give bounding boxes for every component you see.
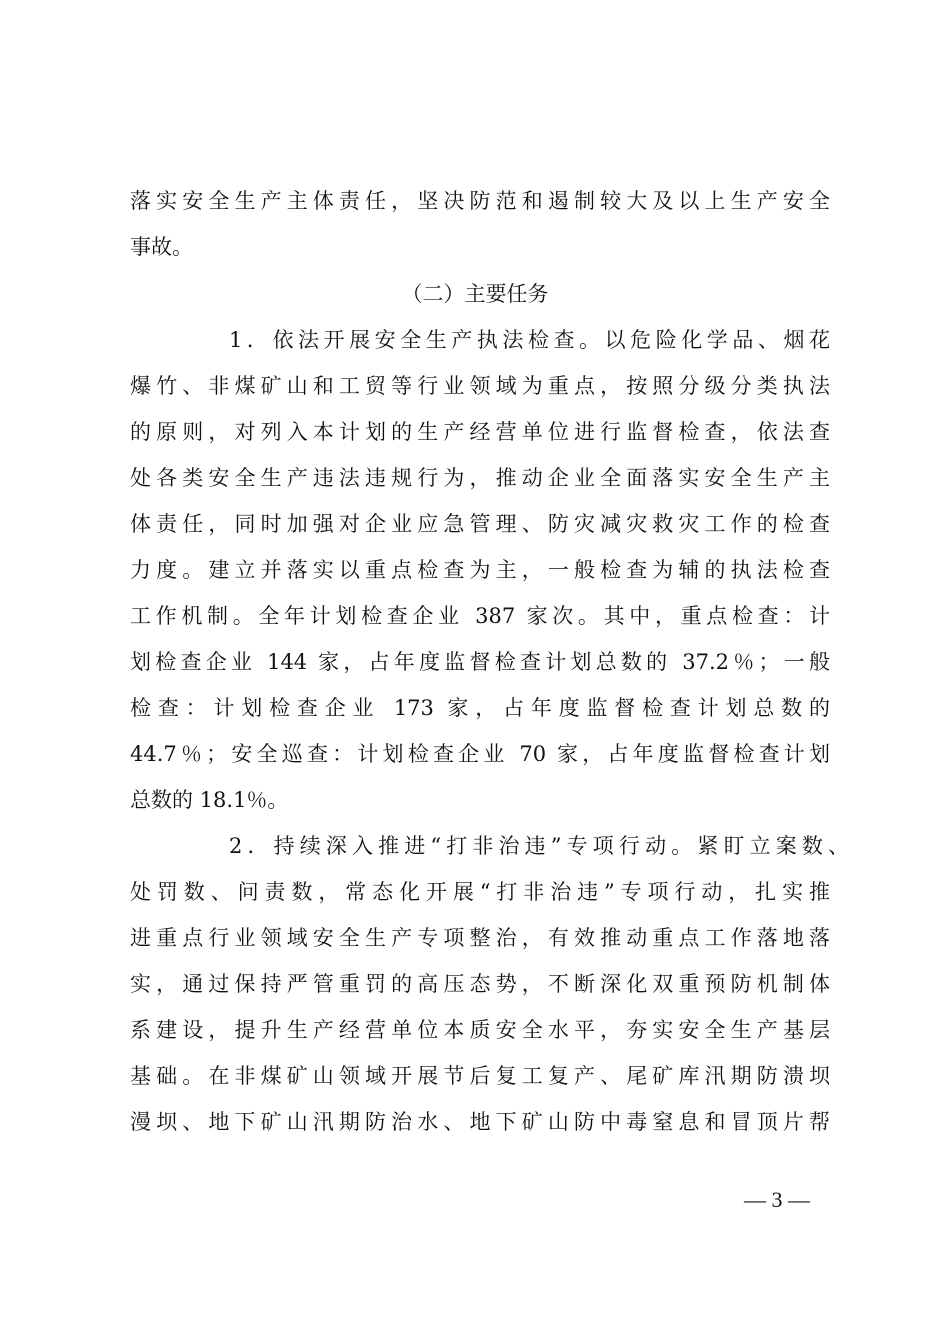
text-line: 进重点行业领域安全生产专项整治，有效推动重点工作落地落 [130, 926, 830, 950]
text-line: 2．持续深入推进“打非治违”专项行动。紧盯立案数、 [229, 834, 849, 858]
text-line: 1．依法开展安全生产执法检查。以危险化学品、烟花 [229, 328, 830, 352]
text-line: 爆竹、非煤矿山和工贸等行业领域为重点，按照分级分类执法 [130, 374, 830, 398]
text-line: 总数的 18.1％。 [130, 788, 289, 812]
text-line: 力度。建立并落实以重点检查为主，一般检查为辅的执法检查 [130, 558, 830, 582]
text-line: 系建设，提升生产经营单位本质安全水平，夯实安全生产基层 [130, 1018, 830, 1042]
text-line: 划检查企业 144 家，占年度监督检查计划总数的 37.2％；一般 [130, 650, 830, 674]
text-line: 工作机制。全年计划检查企业 387 家次。其中，重点检查：计 [130, 604, 830, 628]
text-line: 事故。 [130, 235, 193, 259]
text-line: 体责任，同时加强对企业应急管理、防灾减灾救灾工作的检查 [130, 512, 830, 536]
text-line: 检查：计划检查企业 173 家，占年度监督检查计划总数的 [130, 696, 830, 720]
text-line: 44.7％；安全巡查：计划检查企业 70 家，占年度监督检查计划 [130, 742, 830, 766]
section-heading: （二）主要任务 [401, 282, 549, 306]
text-line: 实，通过保持严管重罚的高压态势，不断深化双重预防机制体 [130, 972, 830, 996]
text-line: 处各类安全生产违法违规行为，推动企业全面落实安全生产主 [130, 466, 830, 490]
text-line: 处罚数、问责数，常态化开展“打非治违”专项行动，扎实推 [130, 880, 830, 904]
page-number: — 3 — [744, 1187, 810, 1212]
text-line: 漫坝、地下矿山汛期防治水、地下矿山防中毒窒息和冒顶片帮 [130, 1110, 830, 1134]
text-line: 的原则，对列入本计划的生产经营单位进行监督检查，依法查 [130, 420, 830, 444]
text-line: 落实安全生产主体责任，坚决防范和遏制较大及以上生产安全 [130, 189, 830, 213]
text-line: 基础。在非煤矿山领域开展节后复工复产、尾矿库汛期防溃坝 [130, 1064, 830, 1088]
